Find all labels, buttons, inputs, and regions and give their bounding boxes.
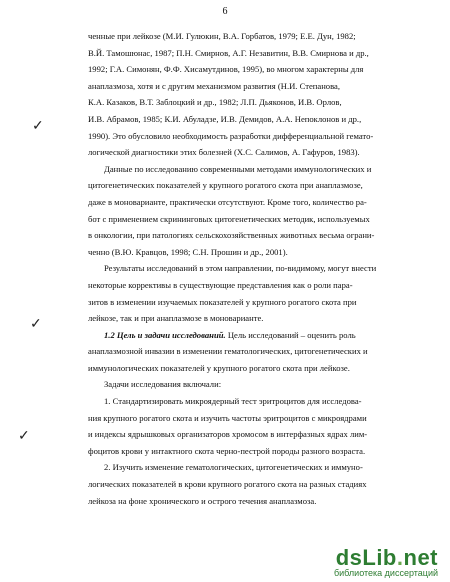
text-line: ченные при лейкозе (М.И. Гулюкин, В.А. Горбатов, 1979; Е.Е. Дун, 1982; <box>88 31 356 41</box>
text-line: В.Й. Тамошюнас, 1987; П.Н. Смирнов, А.Г. Незавитин, В.В. Смирнова и др., <box>88 47 369 58</box>
text-line: фоцитов крови у интактного скота черно-пестрой породы разного возраста. <box>88 445 366 456</box>
text-run: Цель исследований – оценить роль <box>225 329 356 340</box>
paragraph <box>88 327 418 377</box>
section-heading: 1.2 Цель и задачи исследований. <box>104 329 226 340</box>
text-line: бот с применением скрининговых цитогенетических методик, используемых <box>88 213 370 224</box>
page-number: 6 <box>222 6 228 17</box>
paragraph <box>88 260 418 326</box>
text-line: анаплазмозной инвазии в изменении гематологических, цитогенетических и <box>88 346 368 357</box>
text-line: 1992; Г.А. Симонян, Ф.Ф. Хисамутдинов, 1995), во многом характерны для <box>88 64 364 75</box>
text-line: логической диагностики этих болезней (Х.С. Салимов, А. Гафуров, 1983). <box>88 147 360 158</box>
paragraph <box>88 459 418 509</box>
text-line: некоторые коррективы в существующие представления как о роли пара- <box>88 279 353 290</box>
logo-main: dsLib <box>335 545 397 570</box>
body-text <box>88 28 418 509</box>
text-line: Данные по исследованию современными методами иммунологических и <box>104 163 372 174</box>
scan-mark-bottom: ✓ <box>18 429 30 444</box>
text-line: 1990). Это обусловило необходимость разработки дифференциальной гемато- <box>88 130 374 141</box>
text-line: ченно (В.Ю. Кравцов, 1998; С.Н. Прошин и др., 2001). <box>88 246 288 257</box>
text-line: даже в моноварианте, практически отсутствуют. Кроме того, количество ра- <box>88 196 367 207</box>
logo-dot: . <box>396 545 404 570</box>
text-line: И.В. Абрамов, 1985; К.И. Абуладзе, И.В. Демидов, А.А. Непоклонов и др., <box>88 113 362 124</box>
text-line: цитогенетических показателей у крупного рогатого скота при анаплазмозе, <box>88 180 363 191</box>
text-line: Задачи исследования включали: <box>104 379 222 390</box>
text-line: лейкоза на фоне хронического и острого течения анаплазмоза. <box>88 495 317 506</box>
text-line: К.А. Казаков, В.Т. Заблоцкий и др., 1982; Л.П. Дьяконов, И.В. Орлов, <box>88 97 342 108</box>
scan-mark-top: ✓ <box>32 119 44 134</box>
text-line: анаплазмоза, хотя и с другим механизмом развития (Н.И. Степанова, <box>88 80 341 91</box>
text-line: зитов в изменении изучаемых показателей у крупного рогатого скота при <box>88 296 357 307</box>
text-line: Результаты исследований в этом направлении, по-видимому, могут внести <box>104 263 377 274</box>
paragraph <box>88 393 418 459</box>
paragraph <box>88 161 418 261</box>
text-line: лейкозе, так и при анаплазмозе в моноварианте. <box>88 313 264 324</box>
text-line: 1. Стандартизировать микроядерный тест эритроцитов для исследова- <box>104 396 362 407</box>
text-line: в онкологии, при патологиях сельскохозяйственных животных весьма ограни- <box>88 230 375 241</box>
text-line: иммунологических показателей у крупного рогатого скота при лейкозе. <box>88 362 350 373</box>
text-line: 2. Изучить изменение гематологических, цитогенетических и иммуно- <box>104 462 363 473</box>
text-line: и индексы ядрышковых организаторов хромосом в интерфазных ядрах лим- <box>88 429 368 440</box>
paragraph <box>88 28 418 161</box>
watermark-subtitle: библиотека диссертаций <box>333 568 438 578</box>
watermark <box>278 545 438 578</box>
paragraph <box>88 376 418 393</box>
scan-mark-middle: ✓ <box>30 317 42 332</box>
text-line: логических показателей в крови крупного рогатого скота на разных стадиях <box>88 479 367 490</box>
text-line: ния крупного рогатого скота и изучить частоты эритроцитов с микроядрами <box>88 412 367 423</box>
text-line <box>88 327 418 344</box>
logo-tld: net <box>403 545 438 570</box>
